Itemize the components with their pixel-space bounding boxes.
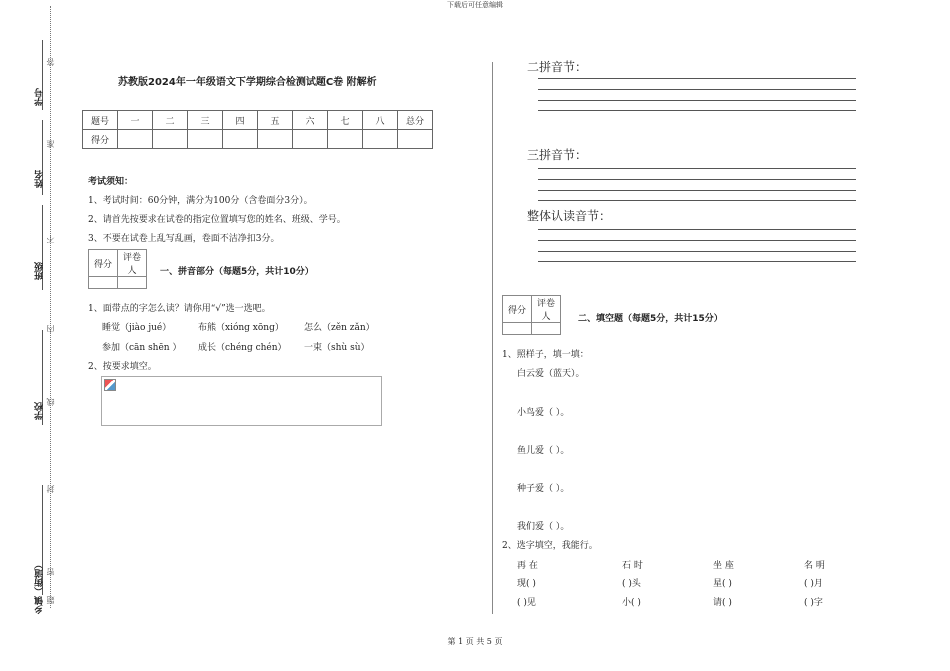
image-placeholder [101, 376, 382, 426]
fill-item[interactable]: 小鸟爱（ ）。 [517, 408, 570, 418]
writing-line[interactable] [538, 229, 856, 230]
section2-title: 二、填空题（每题5分，共计15分） [578, 314, 723, 324]
pinyin-option: 布熊（xióng xōng） [198, 323, 284, 333]
notice-item: 3、不要在试卷上乱写乱画，卷面不洁净扣3分。 [88, 234, 280, 244]
score-entry-cell[interactable] [258, 130, 293, 149]
cut-char: 不 [46, 235, 55, 243]
label-school: 学校 [35, 402, 45, 420]
score-entry-cell[interactable] [293, 130, 328, 149]
two-syllable-label: 二拼音节： [527, 60, 588, 74]
whole-syllable-label: 整体认读音节： [527, 209, 612, 223]
cut-char: 答 [46, 58, 55, 66]
cut-char: 准 [46, 140, 55, 148]
blank-item[interactable]: ( )头 [622, 579, 641, 589]
cut-char: 线 [46, 398, 55, 406]
blank-item[interactable]: 现( ) [517, 579, 536, 589]
column-divider [492, 62, 493, 614]
table-cell: 六 [293, 111, 328, 130]
writing-line[interactable] [538, 240, 856, 241]
cut-char: 密 [46, 568, 55, 576]
table-cell: 题号 [83, 111, 118, 130]
char-pair: 坐 座 [713, 561, 734, 571]
writing-line[interactable] [538, 110, 856, 111]
pinyin-option: 参加（cān shēn ） [102, 343, 182, 353]
score-entry-cell[interactable] [328, 130, 363, 149]
section1-title: 一、拼音部分（每题5分，共计10分） [160, 267, 314, 277]
cut-line [50, 6, 51, 608]
score-entry-cell[interactable] [223, 130, 258, 149]
notice-heading: 考试须知： [88, 177, 134, 187]
grader-reviewer-cell[interactable] [118, 277, 147, 289]
table-cell: 得分 [83, 130, 118, 149]
table-row [83, 130, 433, 149]
label-township: 乡镇（街道） [35, 560, 45, 614]
writing-line[interactable] [538, 261, 856, 262]
pinyin-option: 成长（chéng chén） [198, 343, 287, 353]
question-text: 2、选字填空，我能行。 [502, 541, 598, 551]
char-pair: 名 明 [804, 561, 825, 571]
label-student-id: 学号 [35, 88, 45, 106]
table-cell: 七 [328, 111, 363, 130]
fill-item[interactable]: 鱼儿爱（ ）。 [517, 446, 570, 456]
writing-line[interactable] [538, 179, 856, 180]
fill-item[interactable]: 我们爱（ ）。 [517, 522, 570, 532]
notice-item: 2、请首先按要求在试卷的指定位置填写您的姓名、班级、学号。 [88, 215, 346, 225]
writing-line[interactable] [538, 100, 856, 101]
grader-reviewer-cell[interactable] [532, 323, 561, 335]
cut-char: 内 [46, 325, 55, 333]
score-entry-cell[interactable] [398, 130, 433, 149]
grader-reviewer-label: 评卷人 [118, 250, 147, 277]
pinyin-option: 怎么（zěn zǎn） [304, 323, 375, 333]
table-cell: 五 [258, 111, 293, 130]
score-table [82, 110, 433, 149]
writing-line[interactable] [538, 168, 856, 169]
grader-score-label: 得分 [89, 250, 118, 277]
blank-item[interactable]: ( )见 [517, 598, 536, 608]
table-cell: 四 [223, 111, 258, 130]
table-row [83, 111, 433, 130]
label-name: 姓名 [35, 170, 45, 188]
score-entry-cell[interactable] [188, 130, 223, 149]
grader-score-label: 得分 [503, 296, 532, 323]
writing-line[interactable] [538, 78, 856, 79]
grader-box [88, 249, 147, 289]
header-note: 下载后可任意编辑 [447, 1, 503, 9]
grader-reviewer-label: 评卷人 [532, 296, 561, 323]
blank-item[interactable]: ( )字 [804, 598, 823, 608]
broken-image-icon [104, 379, 116, 391]
cut-char: 封 [46, 485, 55, 493]
blank-item[interactable]: ( )月 [804, 579, 823, 589]
char-pair: 石 时 [622, 561, 643, 571]
cut-char: 题 [46, 596, 55, 604]
char-pair: 再 在 [517, 561, 538, 571]
table-cell: 总分 [398, 111, 433, 130]
grader-score-cell[interactable] [503, 323, 532, 335]
grader-box [502, 295, 561, 335]
question-text: 2、按要求填空。 [88, 362, 157, 372]
blank-item[interactable]: 小( ) [622, 598, 641, 608]
fill-item: 白云爱（蓝天）。 [517, 369, 585, 379]
writing-line[interactable] [538, 251, 856, 252]
blank-item[interactable]: 请( ) [713, 598, 732, 608]
three-syllable-label: 三拼音节： [527, 148, 588, 162]
label-class: 班级 [35, 262, 45, 280]
table-cell: 八 [363, 111, 398, 130]
table-cell: 三 [188, 111, 223, 130]
pinyin-option: 睡觉（jiào jué） [102, 323, 172, 333]
page-title: 苏教版2024年一年级语文下学期综合检测试题C卷 附解析 [118, 77, 377, 88]
writing-line[interactable] [538, 200, 856, 201]
question-text: 1、面带点的字怎么读？请你用“√”选一选吧。 [88, 304, 271, 314]
page-footer: 第 1 页 共 5 页 [447, 637, 503, 646]
question-text: 1、照样子，填一填： [502, 350, 589, 360]
fill-item[interactable]: 种子爱（ ）。 [517, 484, 570, 494]
writing-line[interactable] [538, 190, 856, 191]
notice-item: 1、考试时间：60分钟，满分为100分（含卷面分3分）。 [88, 196, 313, 206]
writing-line[interactable] [538, 89, 856, 90]
score-entry-cell[interactable] [363, 130, 398, 149]
score-entry-cell[interactable] [118, 130, 153, 149]
blank-item[interactable]: 星( ) [713, 579, 732, 589]
pinyin-option: 一束（shù sù） [304, 343, 370, 353]
table-cell: 二 [153, 111, 188, 130]
table-cell: 一 [118, 111, 153, 130]
grader-score-cell[interactable] [89, 277, 118, 289]
score-entry-cell[interactable] [153, 130, 188, 149]
